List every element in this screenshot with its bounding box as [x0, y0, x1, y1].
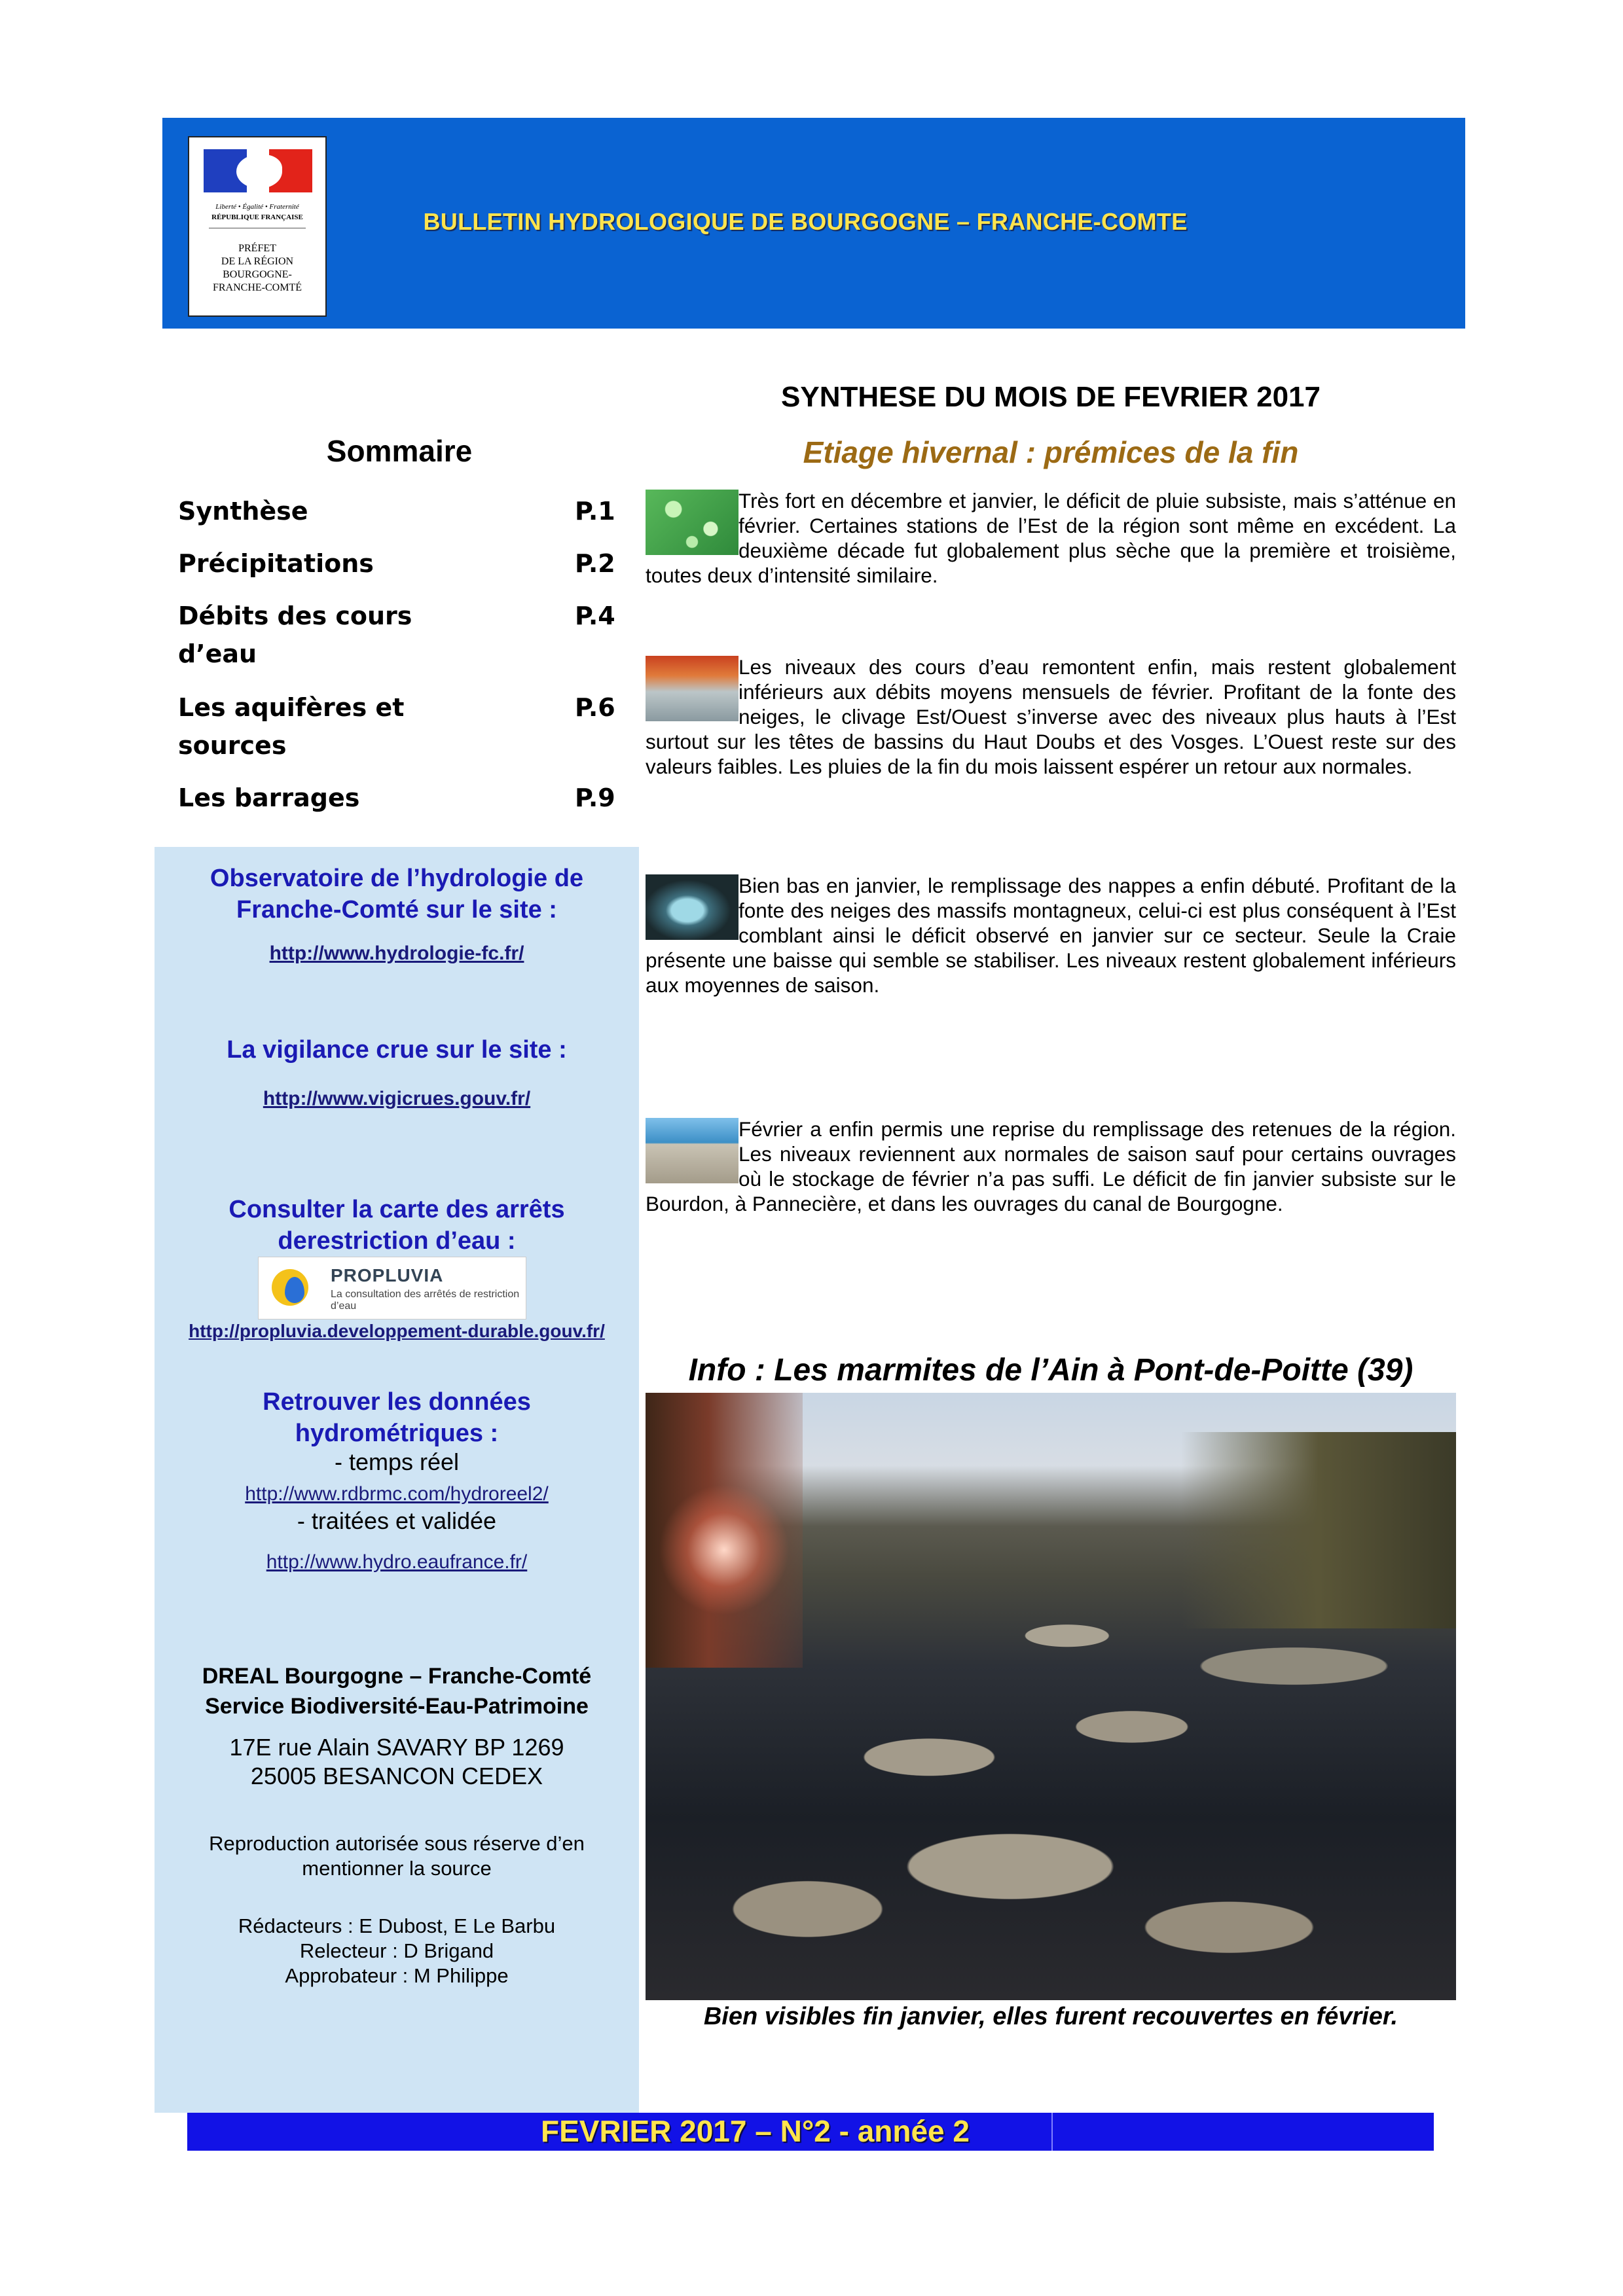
toc-item-label: Débits des cours d’eau: [178, 601, 412, 668]
observatoire-heading: Observatoire de l’hydrologie de Franche-Comté sur le site :: [210, 865, 584, 924]
temps-reel-link[interactable]: http://www.rdbrmc.com/hydroreel2/: [245, 1483, 549, 1505]
logo-prefet: [189, 242, 325, 295]
photo-sun-glare: [659, 1484, 790, 1615]
toc-item-page: P.9: [575, 783, 615, 812]
toc-item-label: Les aquifères et sources: [178, 693, 405, 760]
marianne-flag-icon: [204, 149, 312, 200]
relecteur: Relecteur : D Brigand: [299, 1939, 494, 1962]
toc-item-page: P.6: [575, 693, 615, 722]
logo-prefet-line: FRANCHE-COMTÉ: [212, 282, 302, 293]
paragraph-text: Les niveaux des cours d’eau remontent enfin, mais restent globalement inférieurs aux débits moyens mensuels de février. Profitant de la fonte des neiges, le clivage Est/Ouest s’inverse avec des niveaux plus hauts à l’Est surtout sur les têtes de bassins du Haut Doubs et des Vosges. L’Ouest reste sur des valeurs faibles. Les pluies de la fin du mois laissent espérer un retour aux normales.: [646, 655, 1456, 778]
water-drop-icon: [285, 1277, 304, 1303]
traitees-link[interactable]: http://www.hydro.eaufrance.fr/: [266, 1551, 528, 1573]
traitees-label: - traitées et validée: [297, 1507, 497, 1534]
photo-caption: Bien visibles fin janvier, elles furent recouvertes en février.: [703, 2003, 1398, 2030]
precipitation-paragraph: [646, 488, 1456, 588]
paragraph-text: Février a enfin permis une reprise du remplissage des retenues de la région. Les niveaux reviennent aux normales de saison sauf pour certains ouvrages où le stockage de février n’a pas suffi. Le déficit de fin janvier subsiste sur le Bourdon, à Pannecière, et dans les ouvrages du canal de Bourgogne.: [646, 1117, 1456, 1215]
dreal-service: Service Biodiversité-Eau-Patrimoine: [205, 1694, 589, 1719]
temps-reel-label: - temps réel: [334, 1448, 460, 1475]
propluvia-logo[interactable]: [258, 1257, 526, 1319]
dam-icon: [646, 1118, 739, 1183]
river-ain-photo: [646, 1393, 1456, 2000]
sommaire-title: Sommaire: [326, 434, 473, 468]
synthese-subtitle: Etiage hivernal : prémices de la fin: [803, 435, 1299, 469]
propluvia-name: PROPLUVIA: [331, 1265, 444, 1285]
barrages-paragraph: [646, 1117, 1456, 1216]
toc-item-label: Les barrages: [178, 783, 360, 812]
arretes-heading: Consulter la carte des arrêts derestriction d’eau :: [228, 1196, 565, 1255]
info-side-panel: [155, 847, 639, 2113]
river-icon: [646, 656, 739, 721]
toc-item-page: P.4: [575, 601, 615, 630]
logo-prefet-line: DE LA RÉGION: [221, 256, 294, 267]
dreal-name: DREAL Bourgogne – Franche-Comté: [202, 1664, 592, 1689]
rain-drops-icon: [646, 490, 739, 555]
toc-item-page: P.1: [575, 497, 615, 526]
redacteurs: Rédacteurs : E Dubost, E Le Barbu: [238, 1914, 556, 1937]
logo-republic: RÉPUBLIQUE FRANÇAISE: [211, 213, 303, 221]
donnees-heading: Retrouver les données hydrométriques :: [263, 1388, 531, 1447]
vigilance-heading: La vigilance crue sur le site :: [227, 1036, 567, 1064]
address-line: 17E rue Alain SAVARY BP 1269: [229, 1734, 564, 1761]
logo-motto: Liberté • Égalité • Fraternité: [215, 203, 299, 211]
debits-paragraph: [646, 655, 1456, 779]
propluvia-link[interactable]: http://propluvia.developpement-durable.gouv.fr/: [189, 1321, 605, 1341]
toc-item-page: P.2: [575, 549, 615, 578]
logo-prefet-line: BOURGOGNE-: [223, 269, 292, 280]
paragraph-text: Très fort en décembre et janvier, le déficit de pluie subsiste, mais s’atténue en février. Certaines stations de l’Est de la région sont même en excédent. La deuxième décade fut globalement plus sèche que la première et troisième, toutes deux d’intensité similaire.: [646, 489, 1456, 587]
info-title: Info : Les marmites de l’Ain à Pont-de-Poitte (39): [688, 1353, 1413, 1388]
approbateur: Approbateur : M Philippe: [285, 1964, 509, 1987]
photo-trees-right: [1181, 1432, 1456, 1628]
paragraph-text: Bien bas en janvier, le remplissage des nappes a enfin débuté. Profitant de la fonte des neiges des massifs montagneux, celui-ci est plus conséquent à l’Est comblant ainsi le déficit observé en janvier sur ce secteur. Seule la Craie présente une baisse qui semble se stabiliser. Les niveaux restent globalement inférieurs aux moyennes de saison.: [646, 874, 1456, 997]
observatoire-link[interactable]: http://www.hydrologie-fc.fr/: [269, 942, 524, 964]
cave-spring-icon: [646, 874, 739, 940]
synthese-title: SYNTHESE DU MOIS DE FEVRIER 2017: [781, 381, 1321, 413]
footer-issue-label: FEVRIER 2017 – N°2 - année 2: [541, 2114, 970, 2148]
reproduction-notice: Reproduction autorisée sous réserve d’en mentionner la source: [209, 1832, 585, 1880]
bulletin-title: BULLETIN HYDROLOGIQUE DE BOURGOGNE – FRANCHE-COMTE: [423, 208, 1188, 235]
vigilance-link[interactable]: http://www.vigicrues.gouv.fr/: [263, 1088, 531, 1109]
logo-prefet-line: PRÉFET: [238, 243, 276, 254]
propluvia-tagline: La consultation des arrêtés de restriction d’eau: [331, 1289, 520, 1312]
prefecture-logo: [188, 136, 327, 317]
toc-item-label: Précipitations: [178, 549, 374, 578]
address-line: 25005 BESANCON CEDEX: [250, 1763, 543, 1789]
toc-item-label: Synthèse: [178, 497, 308, 526]
aquiferes-paragraph: [646, 873, 1456, 997]
